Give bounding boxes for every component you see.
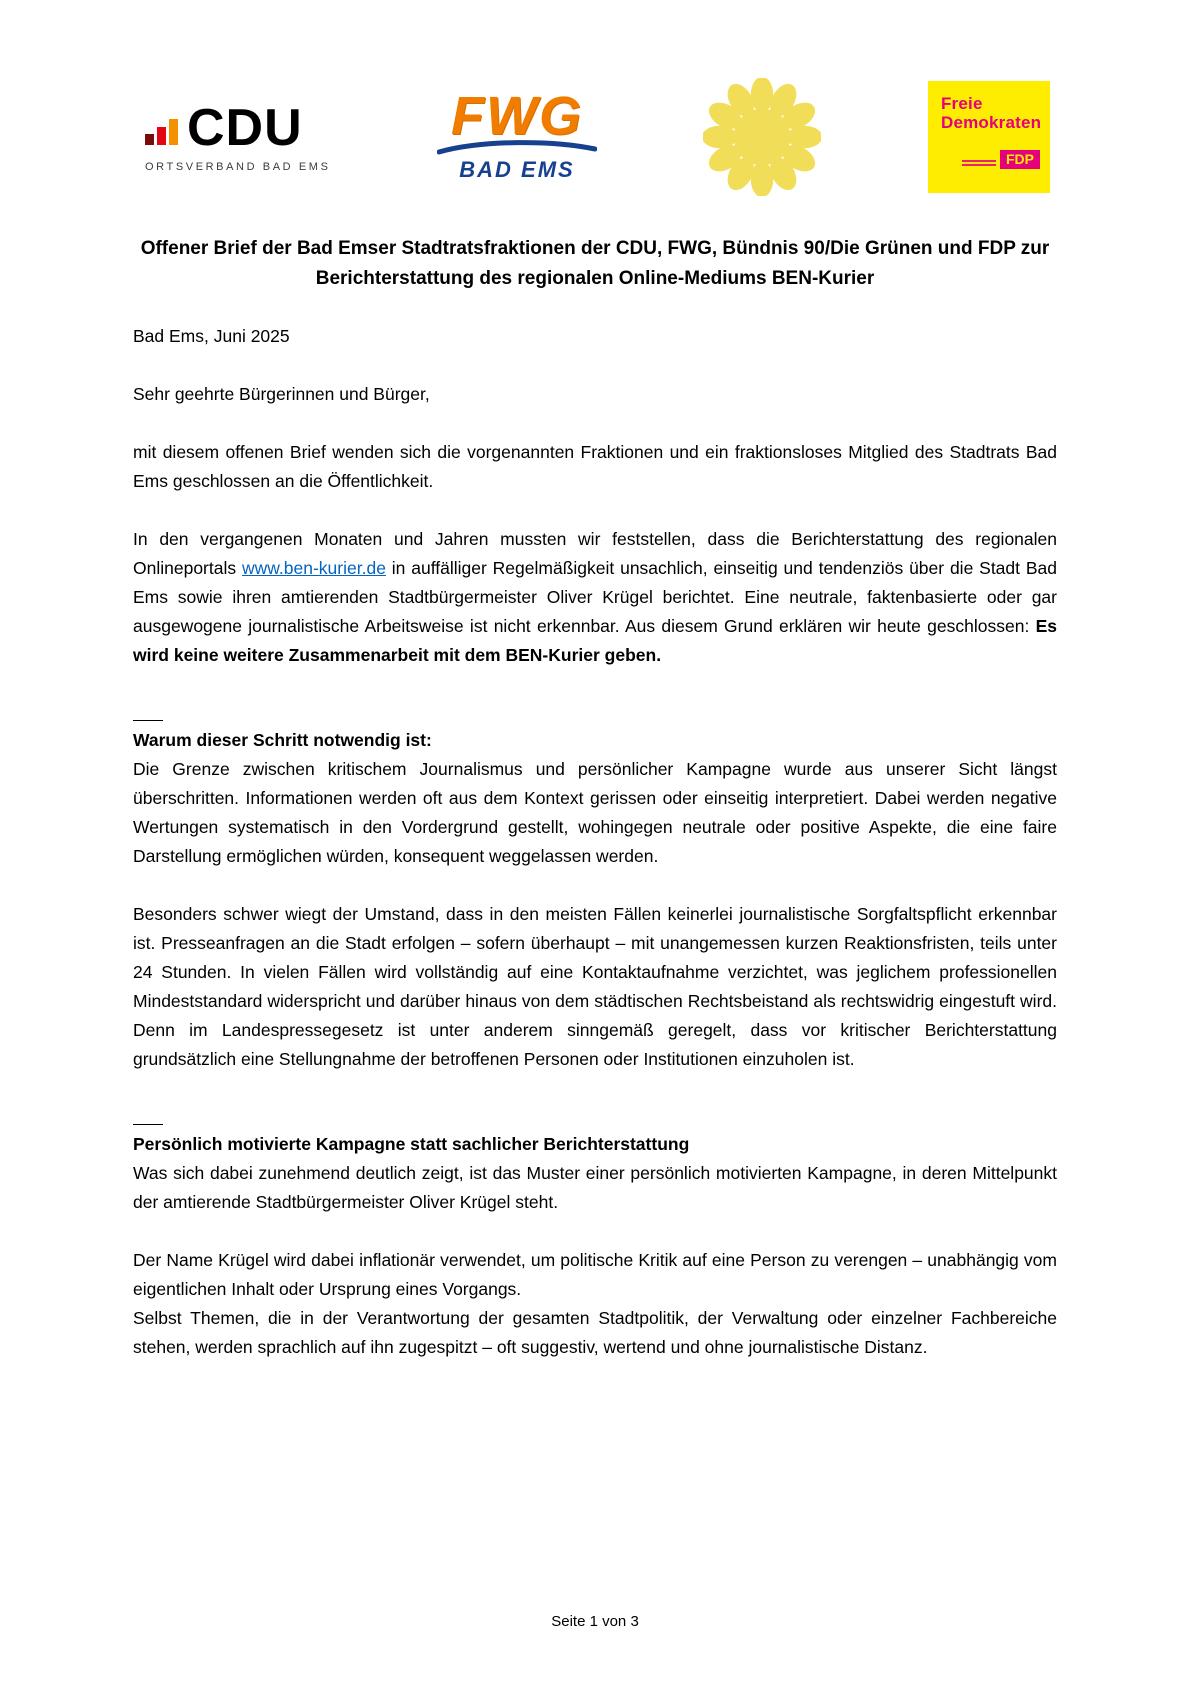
dateline: Bad Ems, Juni 2025 (133, 326, 290, 346)
letter-body (133, 322, 1057, 1362)
cdu-bars-icon (145, 119, 178, 145)
salutation: Sehr geehrte Bürgerinnen und Bürger, (133, 384, 430, 404)
letter-title: Offener Brief der Bad Emser Stadtratsfraktionen der CDU, FWG, Bündnis 90/Die Grünen und FDP zur Berichterstattung des regionalen Online-Mediums BEN-Kurier (140, 238, 1050, 289)
paragraph-main (133, 525, 1057, 670)
section1-paragraph-2: Besonders schwer wiegt der Umstand, dass in den meisten Fällen keinerlei journalistische Sorgfaltspflicht erkennbar ist. Presseanfragen an die Stadt erfolgen – sofern überhaupt – mit unangemessen kurzen Reaktionsfristen, teils unter 24 Stunden. In vielen Fällen wird vollständig auf eine Kontaktaufnahme verzichtet, was jeglichem professionellen Mindeststandard widerspricht und darüber hinaus von dem städtischen Rechtsbeistand als rechtswidrig eingestuft wird. Denn im Landespressegesetz ist unter anderem sinngemäß geregelt, dass vor kritischer Berichterstattung grundsätzlich eine Stellungnahme der betroffenen Personen oder Institutionen einzuholen ist. (133, 904, 1057, 1069)
section-rule (133, 720, 163, 721)
gruene-sunflower-icon (703, 78, 821, 196)
cdu-logo-top (145, 98, 331, 157)
paragraph-main-text-1: In den vergangenen Monaten und Jahren mussten wir feststellen, dass die Berichterstattung des regionalen Onlineportals (133, 529, 1057, 578)
cdu-subtitle: ORTSVERBAND BAD EMS (145, 160, 331, 173)
fdp-abbr-badge: FDP (1000, 150, 1040, 169)
section2-paragraph-1: Was sich dabei zunehmend deutlich zeigt, ist das Muster einer persönlich motivierten Kampagne, in deren Mittelpunkt der amtierende Stadtbürgermeister Oliver Krügel steht. (133, 1163, 1057, 1212)
cdu-wordmark: CDU (187, 98, 303, 157)
fwg-swoosh-icon (437, 139, 597, 155)
fdp-logo (928, 81, 1050, 193)
section2-paragraph-3: Selbst Themen, die in der Verantwortung der gesamten Stadtpolitik, der Verwaltung oder einzelner Fachbereiche stehen, werden sprachlich auf ihn zugespitzt – oft suggestiv, wertend und ohne journalistische Distanz. (133, 1308, 1057, 1357)
fdp-wordmark (941, 94, 1040, 132)
fwg-wordmark: FWG (451, 86, 583, 147)
section-rule (133, 1124, 163, 1125)
fdp-wordmark-line1: Freie (940, 94, 983, 113)
fwg-subtitle: BAD EMS (459, 156, 575, 182)
section1-paragraph-1: Die Grenze zwischen kritischem Journalismus und persönlicher Kampagne wurde aus unserer Sicht längst überschritten. Informationen werden oft aus dem Kontext gerissen oder einseitig interpretiert. Dabei werden negative Wertungen systematisch in den Vordergrund gestellt, wohingegen neutrale oder positive Aspekte, die eine faire Darstellung ermöglichen würden, konsequent weggelassen werden. (133, 759, 1057, 866)
letterhead (145, 78, 1050, 196)
fwg-logo (437, 86, 597, 182)
ben-kurier-link[interactable]: www.ben-kurier.de (241, 558, 386, 578)
section2-heading: Persönlich motivierte Kampagne statt sachlicher Berichterstattung (133, 1134, 690, 1154)
paragraph-main-bold: Es wird keine weitere Zusammenarbeit mit dem BEN-Kurier geben. (133, 616, 1057, 665)
paragraph-main-text-2: in auffälliger Regelmäßigkeit unsachlich, einseitig und tendenziös über die Stadt Bad Ems sowie ihren amtierenden Stadtbürgermeister Oliver Krügel berichtet. Eine neutrale, faktenbasierte oder gar ausgewogene journalistische Arbeitsweise ist nicht erkennbar. Aus diesem Grund erklären wir heute geschlossen: (133, 558, 1057, 636)
section2-paragraph-2: Der Name Krügel wird dabei inflationär verwendet, um politische Kritik auf eine Person zu verengen – unabhängig vom eigentlichen Inhalt oder Ursprung eines Vorgangs. (133, 1250, 1057, 1299)
fdp-smallprint-decoration (962, 160, 996, 166)
fdp-logo-bottom (941, 150, 1040, 169)
page-number: Seite 1 von 3 (551, 1613, 639, 1630)
fdp-wordmark-line2: Demokraten (940, 113, 1042, 132)
paragraph-intro: mit diesem offenen Brief wenden sich die vorgenannten Fraktionen und ein fraktionsloses Mitglied des Stadtrats Bad Ems geschlossen an die Öffentlichkeit. (133, 442, 1057, 491)
section1-heading: Warum dieser Schritt notwendig ist: (133, 730, 432, 750)
gruene-logo (703, 78, 821, 196)
cdu-logo (145, 98, 331, 173)
